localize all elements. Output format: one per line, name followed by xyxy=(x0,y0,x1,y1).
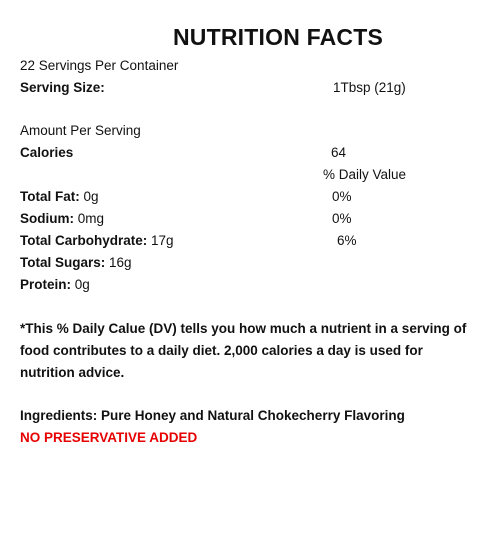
nutrient-row-sodium xyxy=(20,210,104,228)
nutrient-amount: 0g xyxy=(79,189,99,204)
serving-size-value: 1Tbsp (21g) xyxy=(333,80,406,95)
nutrient-dv-sodium: 0% xyxy=(332,211,352,226)
calories-value: 64 xyxy=(331,145,347,160)
amount-per-serving: Amount Per Serving xyxy=(20,123,141,138)
nutrient-row-protein xyxy=(20,276,90,294)
nutrient-row-sugars xyxy=(20,254,132,272)
nutrient-label: Total Sugars: xyxy=(20,255,106,270)
nutrient-label: Total Fat: xyxy=(20,189,80,204)
daily-value-header: % Daily Value xyxy=(323,167,407,182)
daily-value-footnote: *This % Daily Calue (DV) tells you how much a nutrient in a serving of food contributes to a daily diet. 2,000 calories a day is used for nutrition advice. xyxy=(20,321,467,380)
ingredients: Ingredients: Pure Honey and Natural Chokecherry Flavoring xyxy=(20,408,405,423)
nutrient-row-carbohydrate xyxy=(20,232,174,250)
nutrient-amount: 0mg xyxy=(74,211,105,226)
page-title: NUTRITION FACTS xyxy=(173,24,383,50)
nutrient-row-fat xyxy=(20,188,99,206)
nutrient-dv-carbohydrate: 6% xyxy=(337,233,357,248)
servings-per-container: 22 Servings Per Container xyxy=(20,58,179,73)
serving-size-label: Serving Size: xyxy=(20,80,105,95)
nutrient-amount: 17g xyxy=(147,233,174,248)
calories-label: Calories xyxy=(20,145,74,160)
nutrient-label: Sodium: xyxy=(20,211,74,226)
nutrient-dv-fat: 0% xyxy=(332,189,352,204)
preservative-warning: NO PRESERVATIVE ADDED xyxy=(20,430,198,445)
nutrient-label: Protein: xyxy=(20,277,72,292)
nutrient-amount: 16g xyxy=(105,255,132,270)
nutrient-amount: 0g xyxy=(71,277,90,292)
nutrient-label: Total Carbohydrate: xyxy=(20,233,148,248)
